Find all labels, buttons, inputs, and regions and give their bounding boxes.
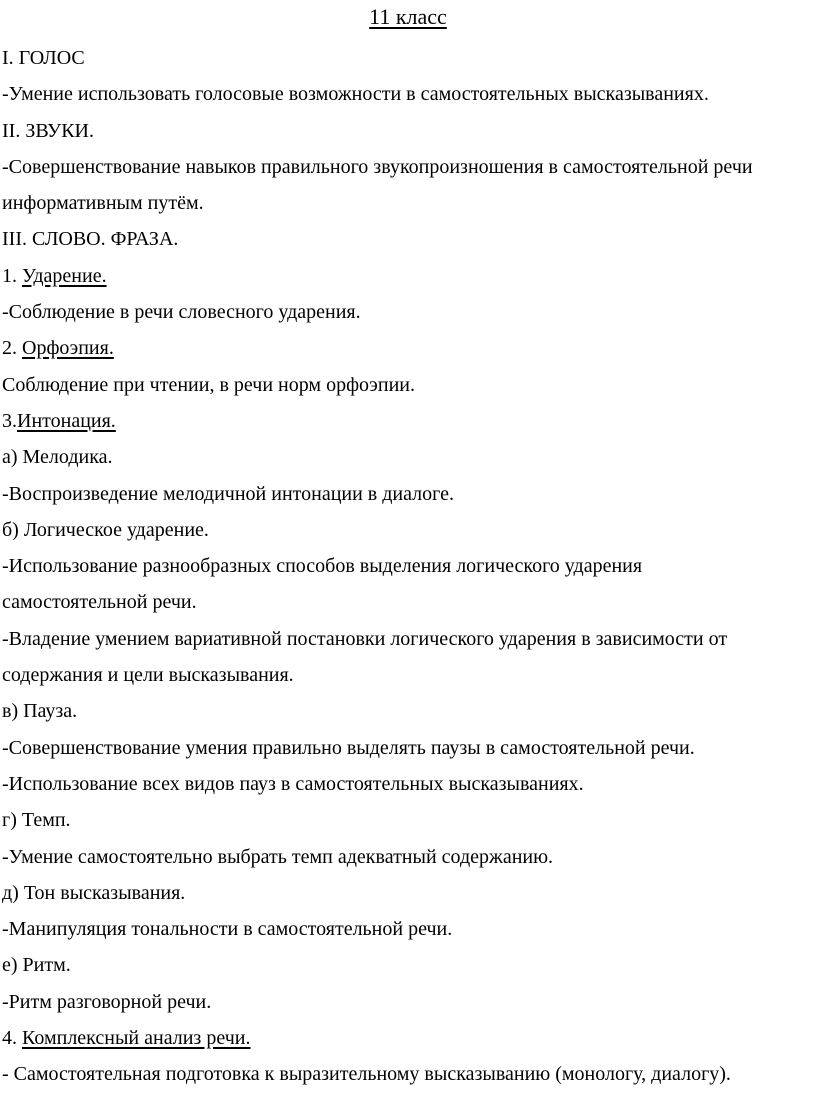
line-text: д) Тон высказывания.	[2, 881, 186, 904]
line-text: -Совершенствование навыков правильного звукопроизношения в самостоятельной речи	[2, 155, 753, 178]
line-text: -Совершенствование умения правильно выделять паузы в самостоятельной речи.	[2, 736, 695, 759]
text-line	[0, 1056, 816, 1092]
text-line	[0, 439, 816, 475]
line-text: I. ГОЛОС	[2, 47, 85, 69]
line-text: -Владение умением вариативной постановки логического ударения в зависимости от	[2, 627, 728, 650]
line-text: -Воспроизведение мелодичной интонации в диалоге.	[2, 482, 454, 505]
text-line	[0, 584, 816, 620]
line-text: содержания и цели высказывания.	[2, 664, 294, 687]
subsection-orthoepy	[0, 330, 816, 366]
subsection-title: Комплексный анализ речи.	[22, 1027, 251, 1050]
line-text: -Соблюдение в речи словесного ударения.	[2, 301, 361, 324]
section-heading-sounds	[0, 113, 816, 149]
line-text: самостоятельной речи.	[2, 591, 197, 614]
item-number: 2.	[2, 337, 22, 360]
text-line	[0, 512, 816, 548]
line-text: -Умение самостоятельно выбрать темп адекватный содержанию.	[2, 845, 554, 868]
line-text: III. СЛОВО. ФРАЗА.	[2, 228, 179, 251]
item-number: 1.	[2, 264, 22, 287]
text-line	[0, 621, 816, 657]
line-text: информативным путём.	[2, 192, 204, 215]
line-text: б) Логическое ударение.	[2, 518, 209, 541]
line-text: в) Пауза.	[2, 700, 78, 723]
text-line	[0, 476, 816, 512]
subsection-stress	[0, 258, 816, 294]
item-number: 4.	[2, 1027, 22, 1050]
text-line	[0, 548, 816, 584]
text-line	[0, 766, 816, 802]
subsection-intonation	[0, 403, 816, 439]
subsection-title: Ударение.	[22, 264, 107, 287]
text-line	[0, 984, 816, 1020]
line-text: -Манипуляция тональности в самостоятельной речи.	[2, 918, 453, 941]
subsection-complex-analysis	[0, 1020, 816, 1056]
subsection-title: Интонация.	[17, 409, 116, 432]
item-number: 3.	[2, 409, 17, 432]
text-line	[0, 802, 816, 838]
text-line	[0, 76, 816, 112]
line-text: -Использование всех видов пауз в самостоятельных высказываниях.	[2, 772, 584, 795]
text-line	[0, 693, 816, 729]
line-text: - Самостоятельная подготовка к выразительному высказыванию (монологу, диалогу).	[2, 1063, 731, 1086]
text-line	[0, 730, 816, 766]
text-line	[0, 911, 816, 947]
section-heading-word-phrase	[0, 221, 816, 257]
text-line	[0, 294, 816, 330]
page-title: 11 класс	[369, 4, 447, 29]
line-text: -Использование разнообразных способов выделения логического ударения	[2, 555, 643, 578]
line-text: Соблюдение при чтении, в речи норм орфоэпии.	[2, 373, 415, 396]
text-line	[0, 947, 816, 983]
line-text: II. ЗВУКИ.	[2, 119, 95, 142]
text-line	[0, 657, 816, 693]
line-text: а) Мелодика.	[2, 446, 113, 469]
text-line	[0, 875, 816, 911]
subsection-title: Орфоэпия.	[22, 337, 114, 360]
document-body	[0, 40, 816, 1093]
line-text: -Ритм разговорной речи.	[2, 990, 212, 1013]
line-text: г) Темп.	[2, 809, 71, 832]
text-line	[0, 185, 816, 221]
line-text: е) Ритм.	[2, 954, 71, 977]
text-line	[0, 149, 816, 185]
text-line	[0, 839, 816, 875]
section-heading-voice	[0, 40, 816, 76]
line-text: -Умение использовать голосовые возможности в самостоятельных высказываниях.	[2, 83, 709, 106]
text-line	[0, 367, 816, 403]
